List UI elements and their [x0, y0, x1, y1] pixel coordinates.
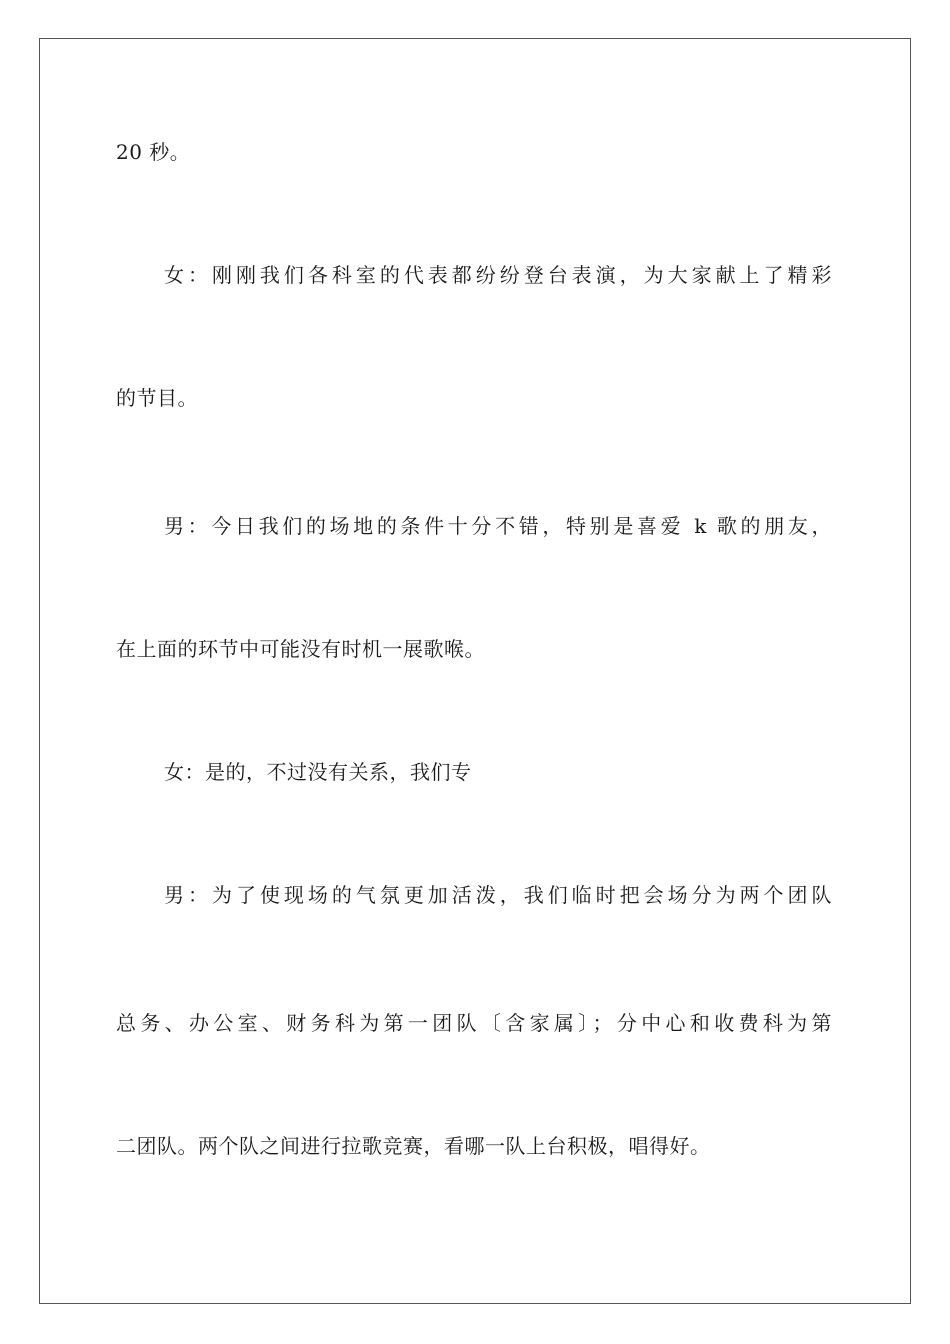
text-line-3: 的节目。 [116, 386, 198, 410]
text-line-6: 女：是的，不过没有关系，我们专 [164, 760, 472, 784]
text-line-5: 在上面的环节中可能没有时机一展歌喉。 [116, 637, 485, 661]
text-line-1: 20 秒。 [116, 140, 191, 164]
text-line-2: 女：刚刚我们各科室的代表都纷纷登台表演，为大家献上了精彩 [164, 263, 832, 287]
text-line-7: 男：为了使现场的气氛更加活泼，我们临时把会场分为两个团队 [164, 883, 832, 907]
text-line-8: 总务、办公室、财务科为第一团队〔含家属〕；分中心和收费科为第 [116, 1011, 832, 1035]
text-line-9: 二团队。两个队之间进行拉歌竞赛，看哪一队上台积极，唱得好。 [116, 1134, 711, 1158]
page-frame [39, 38, 911, 1304]
text-line-4: 男：今日我们的场地的条件十分不错，特别是喜爱 k 歌的朋友， [164, 514, 832, 538]
